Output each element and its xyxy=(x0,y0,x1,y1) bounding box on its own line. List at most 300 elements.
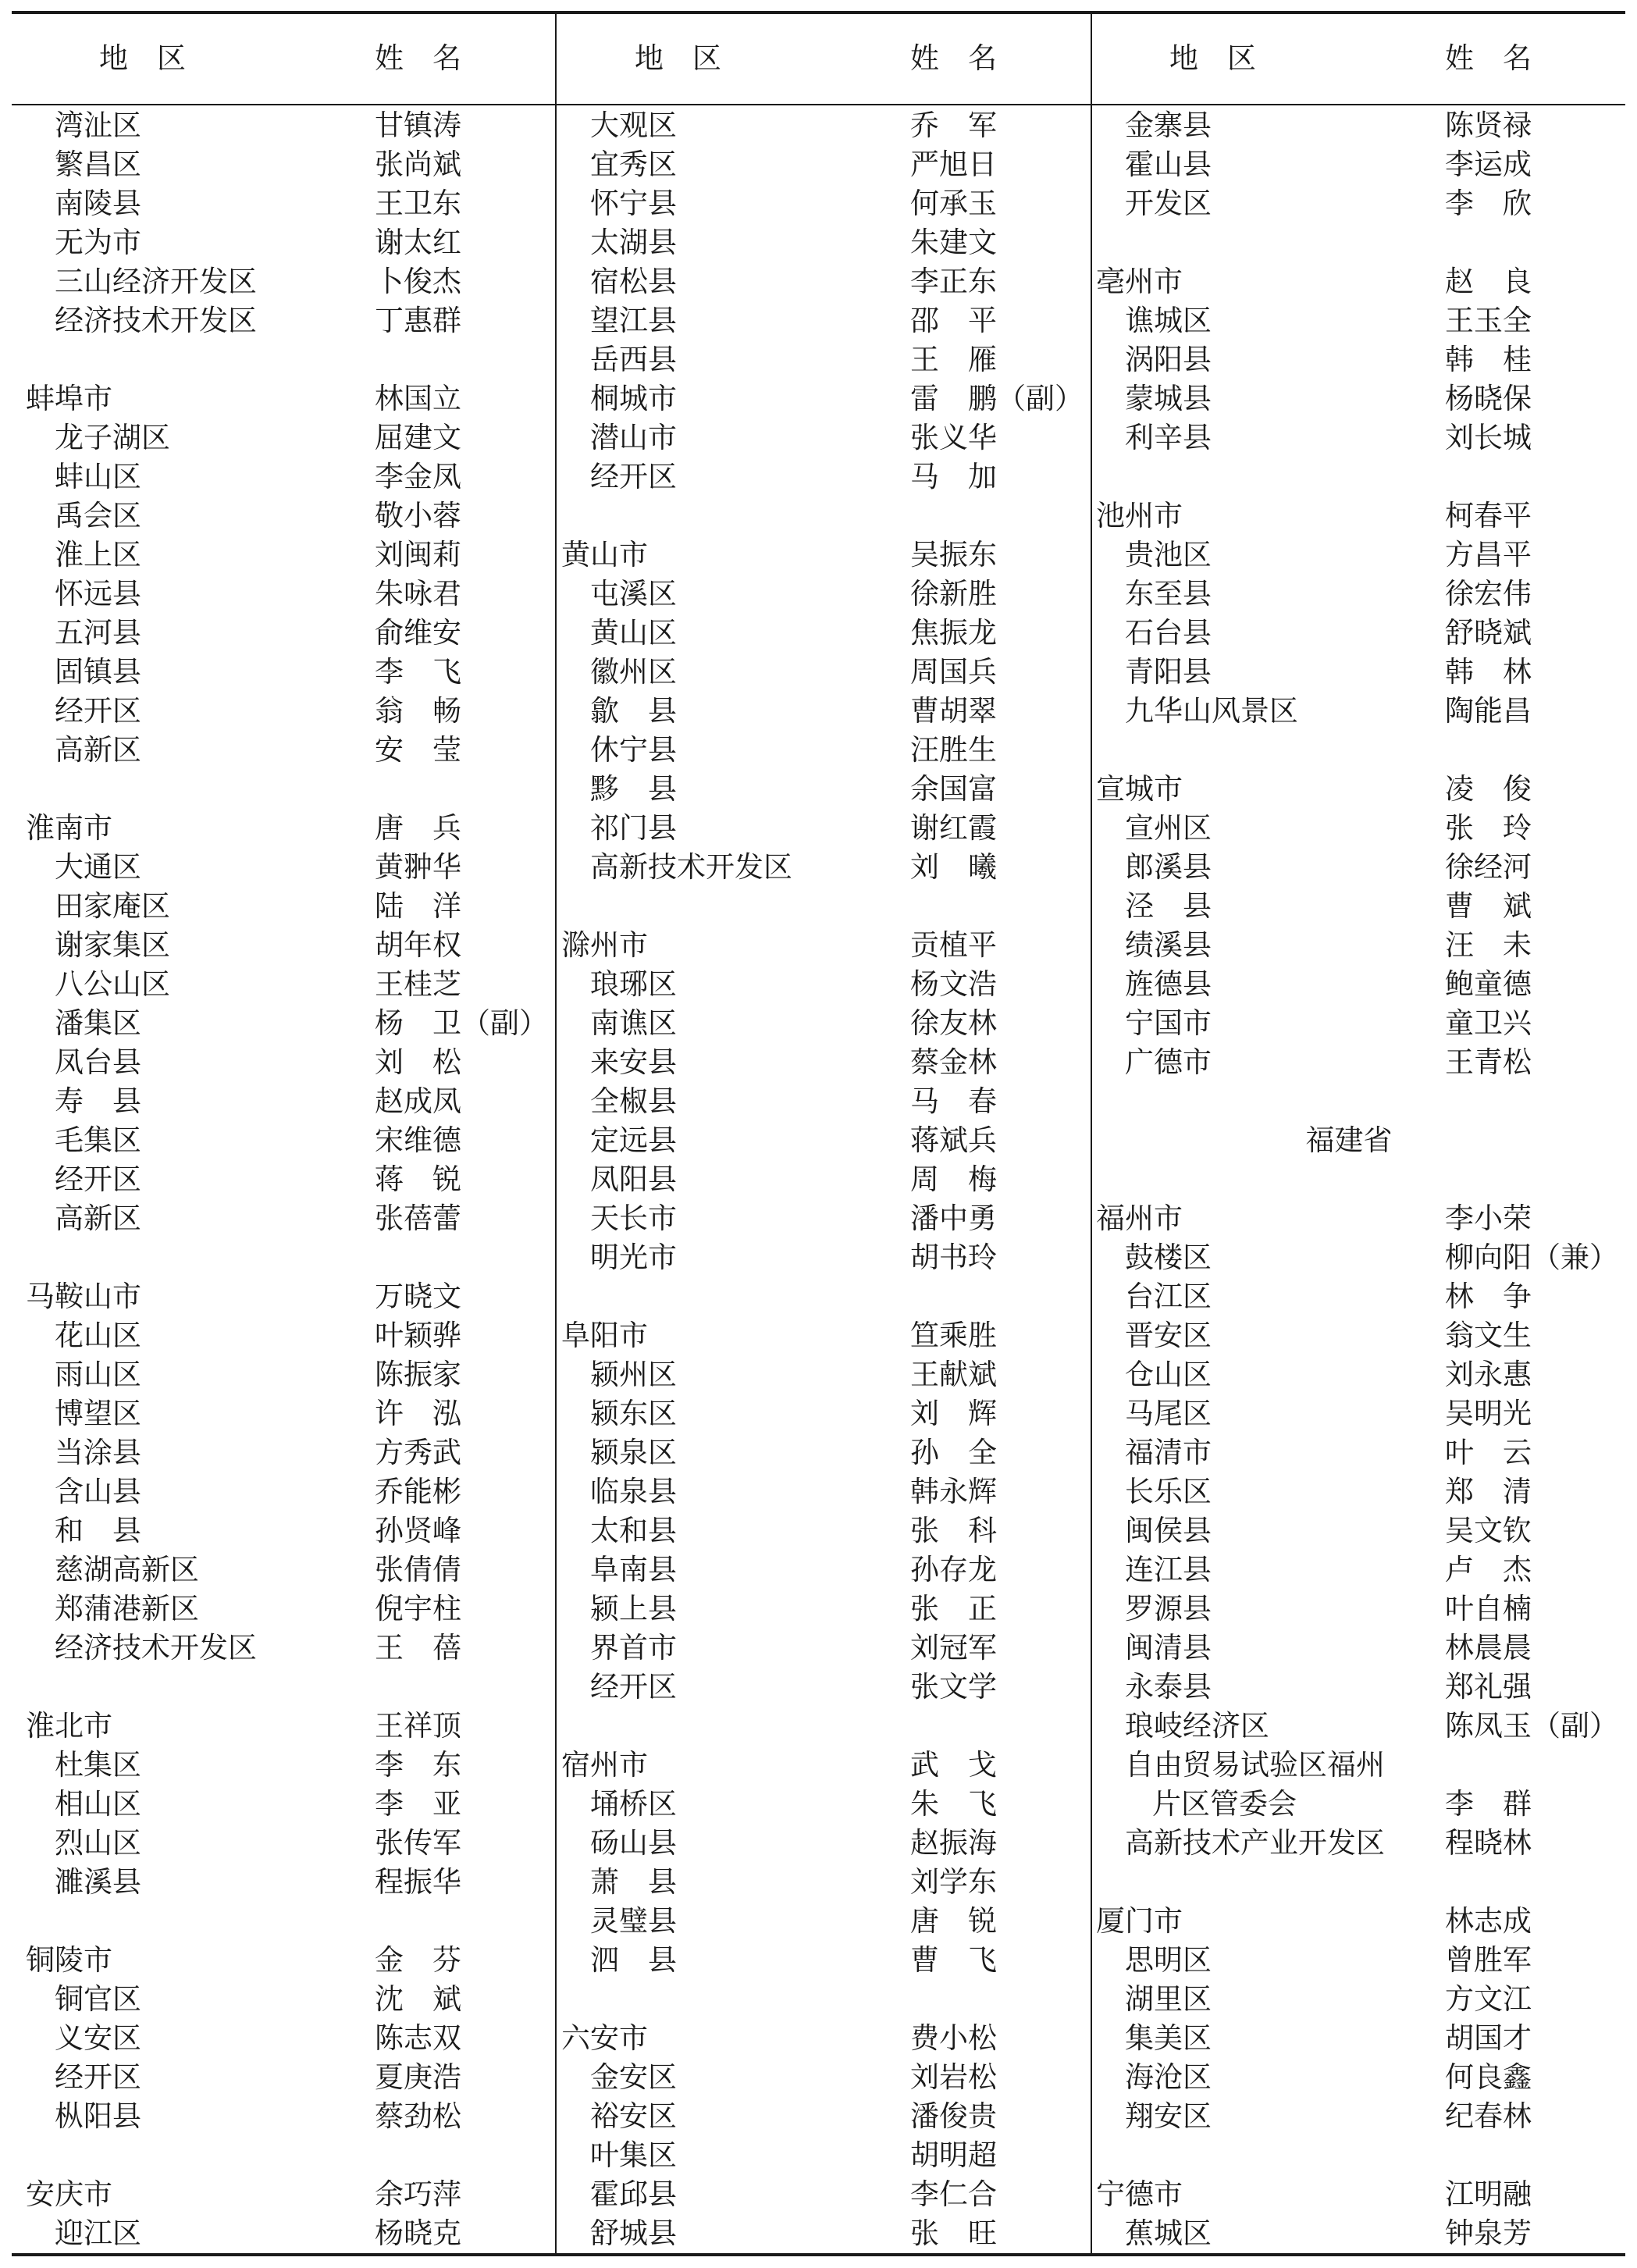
city-row xyxy=(12,809,546,848)
table-row xyxy=(12,223,546,262)
table-row xyxy=(12,1355,546,1394)
table-row xyxy=(547,770,1081,809)
table-row xyxy=(547,379,1084,418)
name-cell: 余巧萍 xyxy=(375,2177,461,2211)
spacer-row xyxy=(547,1277,1081,1316)
region-cell: 休宁县 xyxy=(590,733,677,767)
table-row xyxy=(547,1160,1081,1199)
spacer-row xyxy=(12,2136,546,2175)
name-cell: 张蓓蕾 xyxy=(375,1202,461,1235)
region-cell: 宁德市 xyxy=(1096,2177,1183,2211)
table-row xyxy=(12,2058,546,2097)
table-row xyxy=(547,1394,1081,1433)
province-name: 福建省 xyxy=(1305,1123,1393,1157)
region-cell: 南陵县 xyxy=(55,187,141,220)
table-row xyxy=(1082,1668,1616,1707)
name-cell: 夏庚浩 xyxy=(375,2060,461,2094)
name-cell: 韩永辉 xyxy=(910,1475,997,1508)
table-row xyxy=(547,1863,1081,1902)
name-cell: 方秀武 xyxy=(375,1436,461,1469)
name-cell: 杨 卫（副） xyxy=(375,1006,548,1040)
table-row xyxy=(1082,1941,1616,1980)
spacer-row xyxy=(547,497,1081,536)
name-cell: 陈贤禄 xyxy=(1445,109,1532,142)
table-row xyxy=(1082,614,1616,653)
region-cell: 闽侯县 xyxy=(1125,1514,1212,1547)
region-cell: 铜官区 xyxy=(55,1982,141,2016)
region-cell: 石台县 xyxy=(1125,616,1212,650)
table-row xyxy=(547,1785,1081,1824)
name-cell: 乔能彬 xyxy=(375,1475,461,1508)
name-cell: 凌 俊 xyxy=(1445,772,1532,806)
name-cell: 蔡金林 xyxy=(910,1045,997,1079)
table-row xyxy=(1082,1629,1616,1668)
name-cell: 胡国才 xyxy=(1445,2021,1532,2055)
region-cell: 裕安区 xyxy=(590,2099,677,2133)
name-cell: 蒋斌兵 xyxy=(910,1123,997,1157)
name-cell: 孙存龙 xyxy=(910,1553,997,1586)
region-cell: 东至县 xyxy=(1125,577,1212,611)
table-row xyxy=(12,106,546,145)
region-cell: 阜阳市 xyxy=(561,1319,648,1352)
name-cell: 王青松 xyxy=(1445,1045,1532,1079)
table-row xyxy=(12,1590,546,1629)
table-row xyxy=(1082,106,1616,145)
name-cell: 马 春 xyxy=(910,1084,997,1118)
region-cell: 临泉县 xyxy=(590,1475,677,1508)
name-cell: 方文江 xyxy=(1445,1982,1532,2016)
name-cell: 卢 杰 xyxy=(1445,1553,1532,1586)
region-cell: 集美区 xyxy=(1125,2021,1212,2055)
region-cell: 祁门县 xyxy=(590,811,677,845)
region-cell: 定远县 xyxy=(590,1123,677,1157)
spacer-row xyxy=(1082,1082,1616,1121)
name-cell: 潘俊贵 xyxy=(910,2099,997,2133)
table-row xyxy=(1082,848,1616,887)
region-cell: 郎溪县 xyxy=(1125,850,1212,884)
region-cell: 淮上区 xyxy=(55,538,141,571)
table-row xyxy=(547,184,1081,223)
table-row xyxy=(547,1824,1081,1863)
region-cell: 经开区 xyxy=(590,460,677,493)
name-cell: 刘闽莉 xyxy=(375,538,461,571)
region-cell: 蒙城县 xyxy=(1125,382,1212,415)
region-cell: 经济技术开发区 xyxy=(55,1631,257,1665)
region-cell: 花山区 xyxy=(55,1319,141,1352)
name-cell: 朱建文 xyxy=(910,226,997,259)
name-cell: 方昌平 xyxy=(1445,538,1532,571)
name-cell: 刘永惠 xyxy=(1445,1358,1532,1391)
name-cell: 贡植平 xyxy=(910,928,997,962)
region-cell: 长乐区 xyxy=(1125,1475,1212,1508)
region-cell: 片区管委会 xyxy=(1152,1787,1297,1821)
region-cell: 颍东区 xyxy=(590,1397,677,1430)
spacer-row xyxy=(1082,1160,1616,1199)
table-row xyxy=(12,1316,546,1355)
name-cell: 刘长城 xyxy=(1445,421,1532,454)
region-cell: 天长市 xyxy=(590,1202,677,1235)
table-row xyxy=(12,458,546,497)
name-cell: 邵 平 xyxy=(910,304,997,337)
table-row xyxy=(1082,1980,1616,2019)
name-cell: 王献斌 xyxy=(910,1358,997,1391)
region-cell: 厦门市 xyxy=(1096,1904,1183,1938)
table-row xyxy=(1082,536,1616,575)
table-row xyxy=(12,926,546,965)
table-row xyxy=(12,1629,546,1668)
region-cell: 晋安区 xyxy=(1125,1319,1212,1352)
region-header: 地 区 xyxy=(635,41,721,75)
region-cell: 金安区 xyxy=(590,2060,677,2094)
name-cell: 乔 军 xyxy=(910,109,997,142)
name-cell: 李正东 xyxy=(910,265,997,298)
table-row xyxy=(1082,575,1616,614)
table-row xyxy=(12,1043,546,1082)
region-cell: 六安市 xyxy=(561,2021,648,2055)
name-cell: 赵振海 xyxy=(910,1826,997,1860)
table-row xyxy=(12,1980,546,2019)
region-cell: 永泰县 xyxy=(1125,1670,1212,1704)
region-cell: 固镇县 xyxy=(55,655,141,689)
name-cell: 叶 云 xyxy=(1445,1436,1532,1469)
name-cell: 王卫东 xyxy=(375,187,461,220)
name-cell: 万晓文 xyxy=(375,1280,461,1313)
name-cell: 柯春平 xyxy=(1445,499,1532,532)
name-cell: 吴明光 xyxy=(1445,1397,1532,1430)
name-cell: 柳向阳（兼） xyxy=(1445,1241,1618,1274)
table-row xyxy=(12,1824,546,1863)
table-row xyxy=(547,340,1081,379)
table-row xyxy=(1082,1511,1616,1551)
table-row xyxy=(1082,1433,1616,1472)
name-cell: 吴文钦 xyxy=(1445,1514,1532,1547)
name-cell: 赵 良 xyxy=(1445,265,1532,298)
region-cell: 淮南市 xyxy=(26,811,112,845)
name-cell: 雷 鹏（副） xyxy=(910,382,1084,415)
name-cell: 张文学 xyxy=(910,1670,997,1704)
name-cell: 张 科 xyxy=(910,1514,997,1547)
table-row xyxy=(1082,2097,1616,2136)
table-row xyxy=(1082,653,1616,692)
name-cell: 王玉全 xyxy=(1445,304,1532,337)
name-cell: 李 飞 xyxy=(375,655,461,689)
name-cell: 屈建文 xyxy=(375,421,461,454)
table-row xyxy=(12,1082,546,1121)
table-row xyxy=(547,848,1081,887)
name-cell: 韩 林 xyxy=(1445,655,1532,689)
region-cell: 舒城县 xyxy=(590,2216,677,2250)
region-cell: 经开区 xyxy=(55,694,141,728)
region-cell: 灵璧县 xyxy=(590,1904,677,1938)
region-cell: 萧 县 xyxy=(590,1865,677,1899)
name-cell: 杨文浩 xyxy=(910,967,997,1001)
name-header: 姓 名 xyxy=(375,41,461,75)
table-row xyxy=(1082,1472,1616,1511)
spacer-row xyxy=(1082,223,1616,262)
city-row xyxy=(547,1746,1081,1785)
name-cell: 李 欣 xyxy=(1445,187,1532,220)
name-cell: 严旭日 xyxy=(910,148,997,181)
name-cell: 林志成 xyxy=(1445,1904,1532,1938)
table-row xyxy=(12,575,546,614)
region-cell: 枞阳县 xyxy=(55,2099,141,2133)
region-cell: 太和县 xyxy=(590,1514,677,1547)
name-cell: 倪宇柱 xyxy=(375,1592,461,1625)
region-cell: 杜集区 xyxy=(55,1748,141,1782)
region-cell: 闽清县 xyxy=(1125,1631,1212,1665)
city-row xyxy=(12,1941,546,1980)
region-cell: 慈湖高新区 xyxy=(55,1553,199,1586)
region-cell: 潜山市 xyxy=(590,421,677,454)
region-cell: 涡阳县 xyxy=(1125,343,1212,376)
region-cell: 宿州市 xyxy=(561,1748,648,1782)
name-cell: 徐友林 xyxy=(910,1006,997,1040)
city-row xyxy=(12,379,546,418)
name-cell: 刘 松 xyxy=(375,1045,461,1079)
region-cell: 烈山区 xyxy=(55,1826,141,1860)
table-row xyxy=(1082,2214,1616,2253)
name-cell: 何良鑫 xyxy=(1445,2060,1532,2094)
city-row xyxy=(547,2019,1081,2058)
city-row xyxy=(547,926,1081,965)
name-cell: 余国富 xyxy=(910,772,997,806)
name-cell: 唐 锐 xyxy=(910,1904,997,1938)
name-cell: 何承玉 xyxy=(910,187,997,220)
table-row xyxy=(547,2058,1081,2097)
name-cell: 王 雁 xyxy=(910,343,997,376)
name-cell: 武 戈 xyxy=(910,1748,997,1782)
table-row xyxy=(547,106,1081,145)
city-row xyxy=(12,2175,546,2214)
name-cell: 丁惠群 xyxy=(375,304,461,337)
table-row xyxy=(547,1355,1081,1394)
city-row xyxy=(547,536,1081,575)
table-row xyxy=(547,692,1081,731)
spacer-row xyxy=(1082,1863,1616,1902)
table-row xyxy=(12,848,546,887)
region-cell: 霍邱县 xyxy=(590,2177,677,2211)
name-cell: 李小荣 xyxy=(1445,1202,1532,1235)
name-cell: 王祥顶 xyxy=(375,1709,461,1743)
table-row xyxy=(12,301,546,340)
name-cell: 曹 飞 xyxy=(910,1943,997,1977)
table-row xyxy=(547,575,1081,614)
region-cell: 郑蒲港新区 xyxy=(55,1592,199,1625)
region-cell: 滁州市 xyxy=(561,928,648,962)
spacer-row xyxy=(12,1238,546,1277)
region-cell: 当涂县 xyxy=(55,1436,141,1469)
name-cell: 宋维德 xyxy=(375,1123,461,1157)
name-cell: 陈凤玉（副） xyxy=(1445,1709,1618,1743)
table-row xyxy=(12,1004,546,1043)
column-rows xyxy=(12,106,546,2253)
name-cell: 叶颖骅 xyxy=(375,1319,461,1352)
column-rows xyxy=(547,106,1084,2253)
region-cell: 寿 县 xyxy=(55,1084,141,1118)
name-cell: 张传军 xyxy=(375,1826,461,1860)
table-row xyxy=(12,1551,546,1590)
table-row xyxy=(547,1082,1081,1121)
name-cell: 胡书玲 xyxy=(910,1241,997,1274)
region-cell: 全椒县 xyxy=(590,1084,677,1118)
region-cell: 鼓楼区 xyxy=(1125,1241,1212,1274)
name-cell: 潘中勇 xyxy=(910,1202,997,1235)
table-row xyxy=(12,184,546,223)
table-row xyxy=(12,418,546,458)
name-cell: 刘岩松 xyxy=(910,2060,997,2094)
region-cell: 来安县 xyxy=(590,1045,677,1079)
region-cell: 龙子湖区 xyxy=(55,421,170,454)
spacer-row xyxy=(12,1902,546,1941)
table-row xyxy=(12,653,546,692)
table-row xyxy=(12,1160,546,1199)
table-row xyxy=(1082,1394,1616,1433)
table-row xyxy=(547,1004,1081,1043)
name-cell: 舒晓斌 xyxy=(1445,616,1532,650)
name-cell: 陈振家 xyxy=(375,1358,461,1391)
region-cell: 宁国市 xyxy=(1125,1006,1212,1040)
region-cell: 五河县 xyxy=(55,616,141,650)
name-cell: 朱咏君 xyxy=(375,577,461,611)
table-row xyxy=(12,1433,546,1472)
region-cell: 埇桥区 xyxy=(590,1787,677,1821)
name-cell: 李 东 xyxy=(375,1748,461,1782)
name-cell: 王桂芝 xyxy=(375,967,461,1001)
region-cell: 罗源县 xyxy=(1125,1592,1212,1625)
region-cell: 无为市 xyxy=(55,226,141,259)
name-cell: 李 亚 xyxy=(375,1787,461,1821)
region-cell: 田家庵区 xyxy=(55,889,170,923)
table-row xyxy=(1082,340,1616,379)
table-row xyxy=(547,1238,1081,1277)
region-cell: 雨山区 xyxy=(55,1358,141,1391)
table-row xyxy=(1082,1004,1616,1043)
region-cell: 明光市 xyxy=(590,1241,677,1274)
name-cell: 陆 洋 xyxy=(375,889,461,923)
city-row xyxy=(1082,1902,1616,1941)
name-cell: 翁文生 xyxy=(1445,1319,1532,1352)
table-row xyxy=(547,223,1081,262)
region-cell: 湾沚区 xyxy=(55,109,141,142)
region-cell: 旌德县 xyxy=(1125,967,1212,1001)
table-row xyxy=(1082,926,1616,965)
table-row xyxy=(547,1668,1081,1707)
region-cell: 迎江区 xyxy=(55,2216,141,2250)
table-row xyxy=(547,2136,1081,2175)
region-cell: 利辛县 xyxy=(1125,421,1212,454)
region-cell: 连江县 xyxy=(1125,1553,1212,1586)
region-cell: 怀远县 xyxy=(55,577,141,611)
name-cell: 刘 辉 xyxy=(910,1397,997,1430)
name-cell: 徐经河 xyxy=(1445,850,1532,884)
region-cell: 思明区 xyxy=(1125,1943,1212,1977)
region-cell: 经开区 xyxy=(590,1670,677,1704)
region-cell: 广德市 xyxy=(1125,1045,1212,1079)
region-cell: 九华山风景区 xyxy=(1125,694,1298,728)
region-cell: 安庆市 xyxy=(26,2177,112,2211)
table-row xyxy=(12,2097,546,2136)
name-cell: 韩 桂 xyxy=(1445,343,1532,376)
table-row xyxy=(547,301,1081,340)
region-cell: 凤阳县 xyxy=(590,1162,677,1196)
region-cell: 宜秀区 xyxy=(590,148,677,181)
region-cell: 颍泉区 xyxy=(590,1436,677,1469)
region-cell: 蕉城区 xyxy=(1125,2216,1212,2250)
table-row xyxy=(12,1472,546,1511)
table-row xyxy=(1082,1707,1616,1746)
region-cell: 叶集区 xyxy=(590,2138,677,2172)
table-row xyxy=(547,1511,1081,1551)
name-cell: 胡年权 xyxy=(375,928,461,962)
name-cell: 徐宏伟 xyxy=(1445,577,1532,611)
name-cell: 李金凤 xyxy=(375,460,461,493)
name-cell: 江明融 xyxy=(1445,2177,1532,2211)
region-cell: 黄山区 xyxy=(590,616,677,650)
table-row xyxy=(547,2097,1081,2136)
name-cell: 刘学东 xyxy=(910,1865,997,1899)
table-row xyxy=(1082,1355,1616,1394)
table-row xyxy=(1082,1316,1616,1355)
region-cell: 和 县 xyxy=(55,1514,141,1547)
table-row xyxy=(1082,1824,1616,1863)
table-row xyxy=(1082,184,1616,223)
name-cell: 唐 兵 xyxy=(375,811,461,845)
region-cell: 义安区 xyxy=(55,2021,141,2055)
name-cell: 张义华 xyxy=(910,421,997,454)
table-row xyxy=(12,1394,546,1433)
table-row xyxy=(1082,2058,1616,2097)
region-cell: 蚌山区 xyxy=(55,460,141,493)
table-row xyxy=(547,1433,1081,1472)
region-cell: 大通区 xyxy=(55,850,141,884)
name-cell: 林晨晨 xyxy=(1445,1631,1532,1665)
region-header: 地 区 xyxy=(1169,41,1256,75)
region-cell: 马尾区 xyxy=(1125,1397,1212,1430)
name-cell: 沈 斌 xyxy=(375,1982,461,2016)
table-row xyxy=(12,731,546,770)
table-row xyxy=(1082,379,1616,418)
name-cell: 纪春林 xyxy=(1445,2099,1532,2133)
region-cell: 亳州市 xyxy=(1096,265,1183,298)
region-cell: 博望区 xyxy=(55,1397,141,1430)
region-cell: 濉溪县 xyxy=(55,1865,141,1899)
table-row xyxy=(1082,145,1616,184)
region-cell: 桐城市 xyxy=(590,382,677,415)
table-row xyxy=(12,1785,546,1824)
table-row xyxy=(12,887,546,926)
name-cell: 郑礼强 xyxy=(1445,1670,1532,1704)
table-row xyxy=(1082,809,1616,848)
name-cell: 程晓林 xyxy=(1445,1826,1532,1860)
name-cell: 张 正 xyxy=(910,1592,997,1625)
name-cell: 安 莹 xyxy=(375,733,461,767)
table-row xyxy=(1082,965,1616,1004)
region-cell: 福州市 xyxy=(1096,1202,1183,1235)
name-cell: 王 蓓 xyxy=(375,1631,461,1665)
region-cell: 高新技术产业开发区 xyxy=(1125,1826,1385,1860)
region-cell: 经开区 xyxy=(55,1162,141,1196)
table-row xyxy=(12,614,546,653)
table-row xyxy=(547,1902,1081,1941)
region-cell: 颍州区 xyxy=(590,1358,677,1391)
table-row xyxy=(547,262,1081,301)
name-cell: 杨晓保 xyxy=(1445,382,1532,415)
region-cell: 潘集区 xyxy=(55,1006,141,1040)
table-row xyxy=(12,497,546,536)
city-row xyxy=(1082,1199,1616,1238)
table-row xyxy=(547,1199,1081,1238)
region-cell: 经济技术开发区 xyxy=(55,304,257,337)
